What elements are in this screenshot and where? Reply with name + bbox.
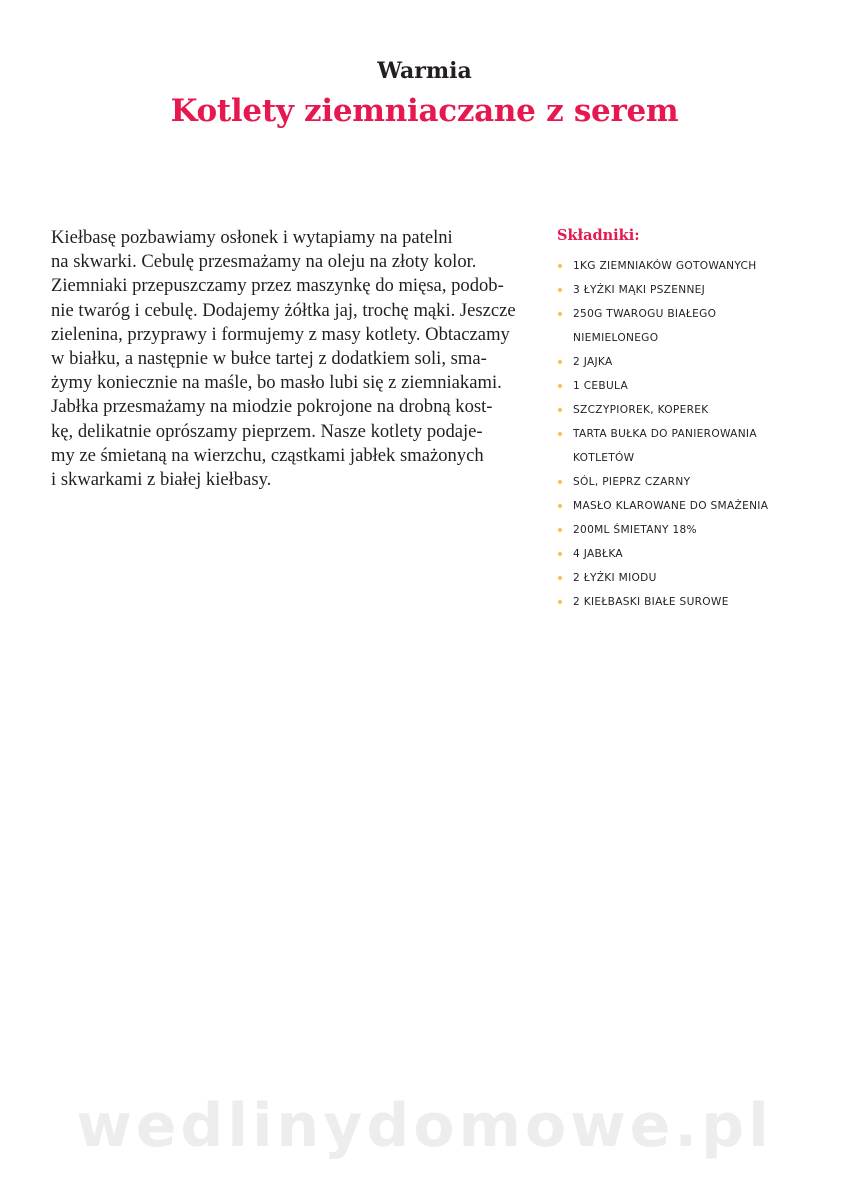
ingredient-item [557, 302, 807, 350]
ingredient-text: SZCZYPIOREK, KOPEREK [573, 404, 709, 416]
ingredient-text: KOTLETÓW [573, 452, 635, 464]
ingredient-text: MASŁO KLAROWANE DO SMAŻENIA [573, 500, 769, 512]
description-line: nie twaróg i cebulę. Dodajemy żółtka jaj, trochę mąki. Jeszcze [51, 299, 516, 321]
ingredient-text: 4 JABŁKA [573, 548, 623, 560]
ingredient-item [557, 542, 807, 566]
ingredient-item [557, 470, 807, 494]
recipe-header [0, 56, 849, 132]
ingredient-item [557, 350, 807, 374]
ingredient-text: 2 JAJKA [573, 356, 613, 368]
bullet-dot-icon [558, 528, 562, 532]
description-line: żymy koniecznie na maśle, bo masło lubi się z ziemniakami. [51, 372, 502, 394]
ingredient-text: 2 ŁYŻKI MIODU [573, 572, 657, 584]
description-line: i skwarkami z białej kiełbasy. [51, 469, 272, 491]
bullet-dot-icon [558, 432, 562, 436]
ingredient-text: 1 CEBULA [573, 380, 629, 392]
ingredient-text: NIEMIELONEGO [573, 332, 659, 344]
description-line: Kiełbasę pozbawiamy osłonek i wytapiamy na patelni [51, 227, 453, 248]
recipe-description [51, 226, 521, 492]
description-line: kę, delikatnie oprószamy pieprzem. Nasze kotlety podaje- [51, 420, 483, 442]
ingredient-item [557, 494, 807, 518]
description-line: w białku, a następnie w bułce tartej z dodatkiem soli, sma- [51, 348, 487, 370]
description-line: Ziemniaki przepuszczamy przez maszynkę do mięsa, podob- [51, 275, 504, 297]
region-name: Warmia [377, 58, 472, 84]
ingredient-text: 1KG ZIEMNIAKÓW GOTOWANYCH [573, 260, 757, 272]
ingredient-item [557, 518, 807, 542]
bullet-dot-icon [558, 576, 562, 580]
ingredient-item [557, 566, 807, 590]
ingredient-text: 3 ŁYŻKI MĄKI PSZENNEJ [573, 284, 706, 296]
ingredient-item [557, 398, 807, 422]
ingredient-text: 2 KIEŁBASKI BIAŁE SUROWE [573, 596, 729, 608]
recipe-title: Kotlety ziemniaczane z serem [170, 93, 679, 129]
ingredients-list [557, 254, 807, 614]
bullet-dot-icon [558, 552, 562, 556]
bullet-dot-icon [558, 480, 562, 484]
ingredient-item [557, 590, 807, 614]
ingredient-text: 250G TWAROGU BIAŁEGO [573, 308, 717, 320]
bullet-dot-icon [558, 360, 562, 364]
bullet-dot-icon [558, 408, 562, 412]
ingredients-heading: Składniki: [557, 227, 640, 244]
ingredient-item [557, 422, 807, 470]
ingredient-item [557, 374, 807, 398]
ingredient-item [557, 278, 807, 302]
description-line: my ze śmietaną na wierzchu, cząstkami jabłek smażonych [51, 444, 484, 466]
bullet-dot-icon [558, 288, 562, 292]
ingredients-panel [557, 227, 807, 614]
bullet-dot-icon [558, 504, 562, 508]
ingredient-text: 200ML ŚMIETANY 18% [573, 524, 697, 536]
bullet-dot-icon [558, 384, 562, 388]
description-line: na skwarki. Cebulę przesmażamy na oleju na złoty kolor. [51, 251, 477, 273]
description-line: Jabłka przesmażamy na miodzie pokrojone na drobną kost- [51, 396, 493, 418]
description-line: zielenina, przyprawy i formujemy z masy kotlety. Obtaczamy [51, 323, 510, 345]
bullet-dot-icon [558, 264, 562, 268]
watermark: wedlinydomowe.pl [76, 1091, 773, 1161]
bullet-dot-icon [558, 312, 562, 316]
bullet-dot-icon [558, 600, 562, 604]
ingredient-item [557, 254, 807, 278]
ingredient-text: TARTA BUŁKA DO PANIEROWANIA [573, 428, 757, 440]
ingredient-text: SÓL, PIEPRZ CZARNY [573, 476, 691, 488]
